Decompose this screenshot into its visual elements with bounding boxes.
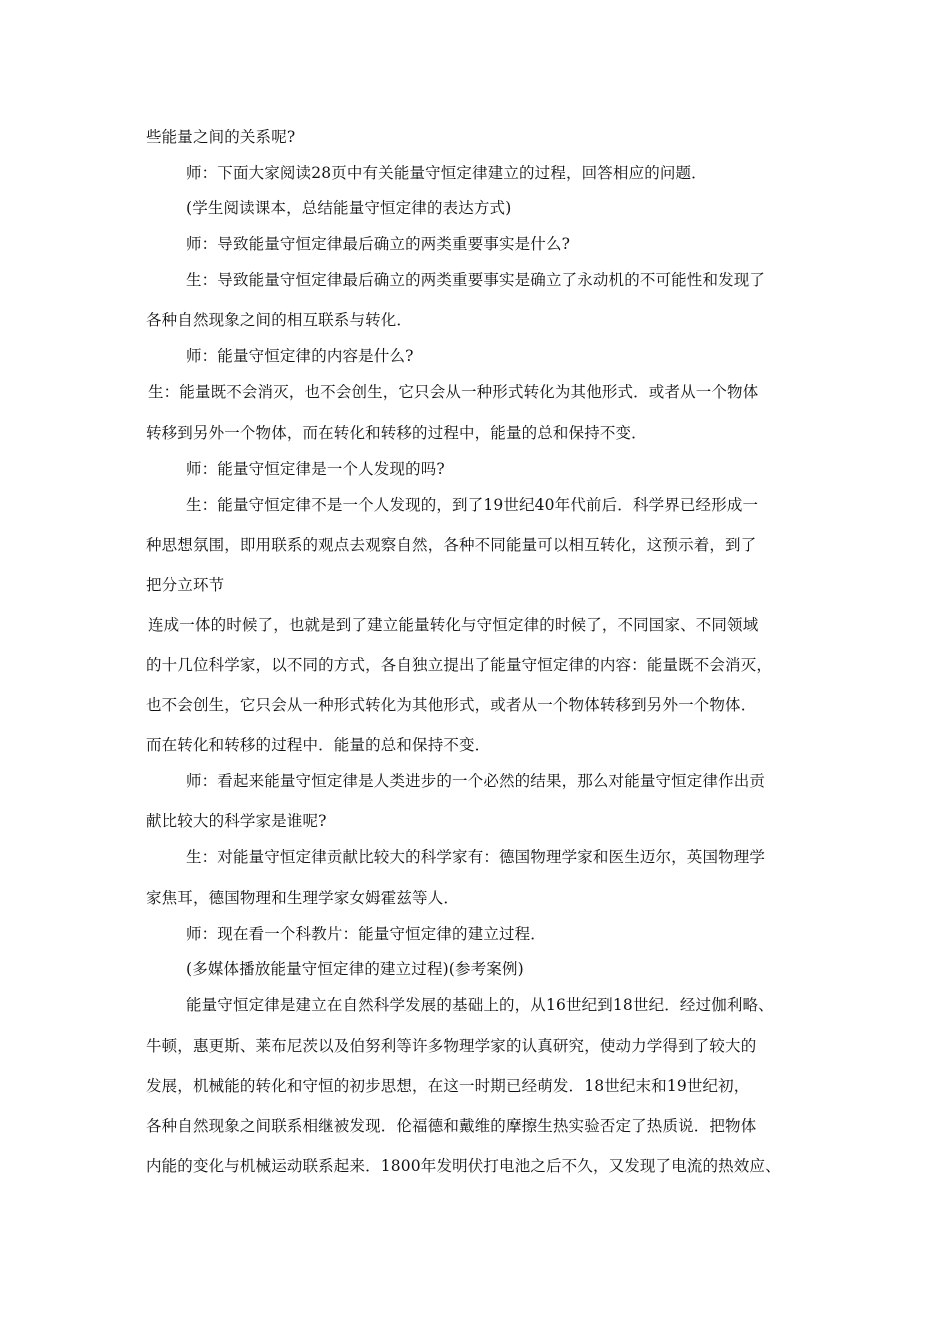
text-line: 师：能量守恒定律是一个人发现的吗?	[186, 460, 445, 478]
text-line: 献比较大的科学家是谁呢?	[146, 812, 327, 830]
text-line: 牛顿，惠更斯、莱布尼茨以及伯努利等许多物理学家的认真研究，使动力学得到了较大的	[146, 1037, 757, 1055]
text-line: 把分立环节	[146, 576, 225, 594]
text-line: (学生阅读课本，总结能量守恒定律的表达方式)	[186, 199, 512, 217]
text-line: 内能的变化与机械运动联系起来．1800年发明伏打电池之后不久，又发现了电流的热效应、	[146, 1157, 781, 1175]
text-line: 师：能量守恒定律的内容是什么?	[186, 347, 414, 365]
text-line: 能量守恒定律是建立在自然科学发展的基础上的，从16世纪到18世纪．经过伽利略、	[186, 996, 774, 1014]
text-line: 各种自然现象之间联系相继被发现．伦福德和戴维的摩擦生热实验否定了热质说．把物体	[146, 1117, 757, 1135]
text-line: 各种自然现象之间的相互联系与转化．	[146, 311, 413, 329]
text-line: 也不会创生，它只会从一种形式转化为其他形式，或者从一个物体转移到另外一个物体．	[146, 696, 757, 714]
text-line: 连成一体的时候了，也就是到了建立能量转化与守恒定律的时候了，不同国家、不同领域	[148, 616, 759, 634]
text-line: 生：导致能量守恒定律最后确立的两类重要事实是确立了永动机的不可能性和发现了	[186, 271, 766, 289]
text-line: 师：看起来能量守恒定律是人类进步的一个必然的结果，那么对能量守恒定律作出贡	[186, 772, 766, 790]
text-line: 些能量之间的关系呢?	[146, 128, 296, 146]
text-line: 师：下面大家阅读28页中有关能量守恒定律建立的过程，回答相应的问题．	[186, 164, 707, 182]
text-line: 生：能量既不会消灭，也不会创生，它只会从一种形式转化为其他形式．或者从一个物体	[148, 383, 759, 401]
text-line: 生：能量守恒定律不是一个人发现的，到了19世纪40年代前后．科学界已经形成一	[186, 496, 759, 514]
text-line: 转移到另外一个物体，而在转化和转移的过程中，能量的总和保持不变．	[146, 424, 647, 442]
text-line: 而在转化和转移的过程中．能量的总和保持不变．	[146, 736, 491, 754]
text-line: 发展，机械能的转化和守恒的初步思想，在这一时期已经萌发．18世纪末和19世纪初，	[146, 1077, 750, 1095]
text-line: 种思想氛围，即用联系的观点去观察自然，各种不同能量可以相互转化，这预示着，到了	[146, 536, 757, 554]
text-line: 的十几位科学家，以不同的方式，各自独立提出了能量守恒定律的内容：能量既不会消灭，	[146, 656, 773, 674]
text-line: 生：对能量守恒定律贡献比较大的科学家有：德国物理学家和医生迈尔，英国物理学	[186, 848, 766, 866]
text-line: (多媒体播放能量守恒定律的建立过程)(参考案例)	[186, 960, 524, 978]
text-line: 师：导致能量守恒定律最后确立的两类重要事实是什么?	[186, 235, 571, 253]
text-line: 家焦耳，德国物理和生理学家女姆霍兹等人．	[146, 889, 460, 907]
text-line: 师：现在看一个科教片：能量守恒定律的建立过程．	[186, 925, 546, 943]
